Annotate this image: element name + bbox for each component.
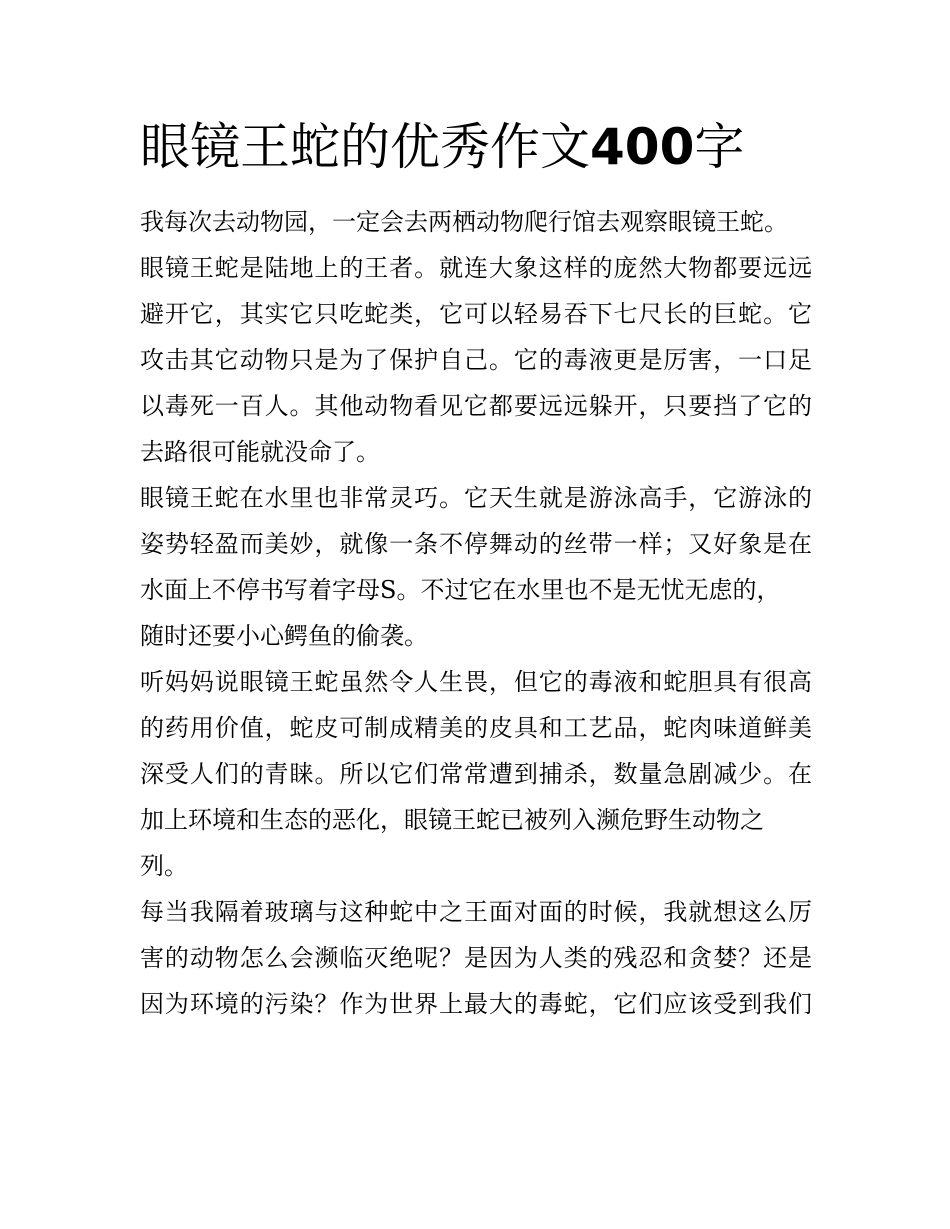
text-line: 水面上不停书写着字母S。不过它在水里也不是无忧无虑的， [140, 576, 781, 604]
text-line: 攻击其它动物只是为了保护自己。它的毒液更是厉害，一口足 [140, 346, 812, 374]
text-line: 去路很可能就没命了。 [140, 438, 380, 466]
text-line: 每当我隔着玻璃与这种蛇中之王面对面的时候，我就想这么厉 [140, 898, 812, 926]
text-line: 以毒死一百人。其他动物看见它都要远远躲开，只要挡了它的 [140, 392, 812, 420]
paragraph-3 [140, 475, 812, 659]
text-line: 害的动物怎么会濒临灭绝呢？是因为人类的残忍和贪婪？还是 [140, 944, 812, 972]
text-line: 加上环境和生态的恶化，眼镜王蛇已被列入濒危野生动物之 [140, 806, 764, 834]
text-line: 我每次去动物园，一定会去两栖动物爬行馆去观察眼镜王蛇。 [140, 208, 788, 236]
text-line: 的药用价值，蛇皮可制成精美的皮具和工艺品，蛇肉味道鲜美 [140, 714, 812, 742]
text-line: 姿势轻盈而美妙，就像一条不停舞动的丝带一样；又好象是在 [140, 530, 812, 558]
text-line: 听妈妈说眼镜王蛇虽然令人生畏，但它的毒液和蛇胆具有很高 [140, 668, 812, 696]
title-number: 400 [590, 118, 695, 176]
text-line: 眼镜王蛇是陆地上的王者。就连大象这样的庞然大物都要远远 [140, 254, 812, 282]
paragraph-5 [140, 889, 812, 1027]
title-main-text: 眼镜王蛇的优秀作文 [140, 118, 590, 176]
paragraph-4 [140, 659, 812, 889]
text-line: 深受人们的青睐。所以它们常常遭到捕杀，数量急剧减少。在 [140, 760, 812, 788]
document-title [140, 114, 840, 180]
text-line: 因为环境的污染？作为世界上最大的毒蛇，它们应该受到我们 [140, 990, 812, 1018]
paragraph-1 [140, 199, 812, 245]
text-line: 随时还要小心鳄鱼的偷袭。 [140, 622, 428, 650]
title-suffix: 字 [694, 118, 745, 176]
paragraph-2 [140, 245, 812, 475]
text-line: 避开它，其实它只吃蛇类，它可以轻易吞下七尺长的巨蛇。它 [140, 300, 812, 328]
document-body [140, 199, 812, 1027]
text-line: 眼镜王蛇在水里也非常灵巧。它天生就是游泳高手，它游泳的 [140, 484, 812, 512]
text-line: 列。 [140, 852, 188, 880]
